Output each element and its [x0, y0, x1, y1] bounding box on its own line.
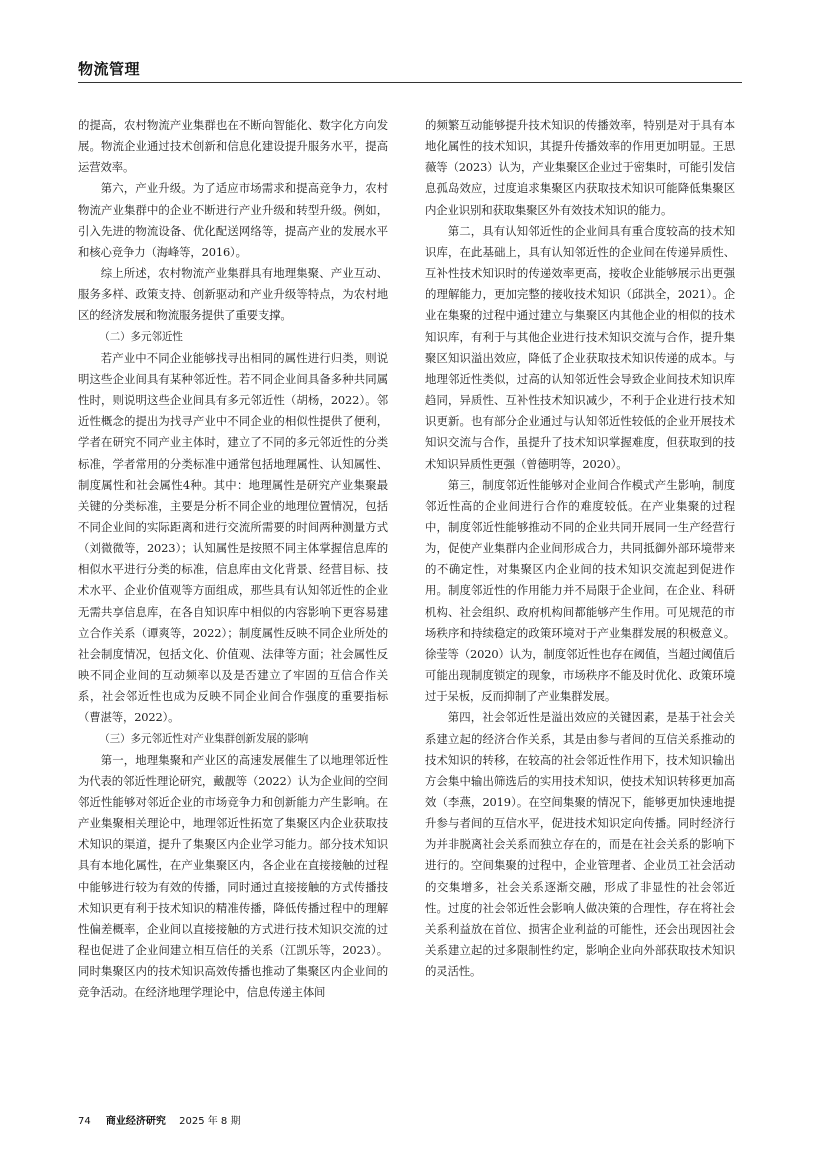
section-title: 物流管理	[78, 60, 141, 78]
section-heading: （三）多元邻近性对产业集群创新发展的影响	[99, 732, 309, 745]
paragraph: 第四，社会邻近性是溢出效应的关键因素，是基于社会关系建立起的经济合作关系，其是由参与者间的互信关系推动的技术知识的转移，在较高的社会邻近性作用下，技术知识输出方会集中输出筛选后的实用技术知识，使技术知识转移更加高效（李燕，2019）。在空间集聚的情况下，能够更加快速地提升参与者间的互信水平，促进技术知识定向传播。同时经济行为并非脱离社会关系而独立存在的，而是在社会关系的影响下进行的。空间集聚的过程中，企业管理者、企业员工社会活动的交集增多，社会关系逐渐交融，形成了非显性的社会邻近性。过度的社会邻近性会影响人做决策的合理性，存在将社会关系利益放在首位、损害企业利益的可能性，还会出现因社会关系建立起的过多限制性约定，影响企业向外部获取技术知识的灵活性。	[425, 710, 735, 979]
right-column	[425, 115, 735, 982]
paragraph: 的频繁互动能够提升技术知识的传播效率，特别是对于具有本地化属性的技术知识，其提升传播效率的作用更加明显。王思薇等（2023）认为，产业集聚区企业过于密集时，可能引发信息孤岛效应，过度追求集聚区内获取技术知识可能降低集聚区内企业识别和获取集聚区外有效技术知识的能力。	[425, 118, 735, 217]
running-header	[78, 58, 742, 83]
paragraph: 若产业中不同企业能够找寻出相同的属性进行归类，则说明这些企业间具有某种邻近性。若不同企业间具备多种共同属性时，则说明这些企业间具有多元邻近性（胡杨，2022）。邻近性概念的提出为找寻产业中不同企业的相似性提供了便利，学者在研究不同产业主体时，建立了不同的多元邻近性的分类标准，学者常用的分类标准中通常包括地理属性、认知属性、制度属性和社会属性4种。其中：地理属性是研究产业集聚最关键的分类标准，主要是分析不同企业的地理位置情况，包括不同企业间的实际距离和进行交流所需要的时间两种测量方式（刘微微等，2023）；认知属性是按照不同主体掌握信息库的相似水平进行分类的标准，信息库由文化背景、经营目标、技术水平、企业价值观等方面组成，那些具有认知邻近性的企业无需共享信息库，在各自知识库中相似的内容影响下更容易建立合作关系（谭爽等，2022）；制度属性反映不同企业所处的社会制度情况，包括文化、价值观、法律等方面；社会属性反映不同企业间的互动频率以及是否建立了牢固的互信合作关系，社会邻近性也成为反映不同企业间合作强度的重要指标（曹湛等，2022）。	[78, 350, 388, 725]
paragraph: 第三，制度邻近性能够对企业间合作模式产生影响，制度邻近性高的企业间进行合作的难度较低。在产业集聚的过程中，制度邻近性能够推动不同的企业共同开展同一生产经营行为，促使产业集群内企业间形成合力，共同抵御外部环境带来的不确定性，对集聚区内企业间的技术知识交流起到促进作用。制度邻近性的作用能力并不局限于企业间，在企业、科研机构、社会组织、政府机构间都能够产生作用。可见规范的市场秩序和持续稳定的政策环境对于产业集群发展的积极意义。徐莹等（2020）认为，制度邻近性也存在阈值，当超过阈值后可能出现制度锁定的现象，市场秩序不能及时优化、政策环境过于呆板，反而抑制了产业集群发展。	[425, 477, 735, 704]
paragraph: 第一，地理集聚和产业区的高速发展催生了以地理邻近性为代表的邻近性理论研究，戴靓等（2022）认为企业间的空间邻近性能够对邻近企业的市场竞争力和创新能力产生影响。在产业集聚相关理论中，地理邻近性拓宽了集聚区内企业获取技术知识的渠道，提升了集聚区内企业学习能力。部分技术知识具有本地化属性，在产业集聚区内，各企业在直接接触的过程中能够进行较为有效的传播，同时通过直接接触的方式传播技术知识更有利于技术知识的精准传播，降低传播过程中的理解性偏差概率，企业间以直接接触的方式进行技术知识交流的过程也促进了企业间建立相互信任的关系（江凯乐等，2023）。同时集聚区内的技术知识高效传播也推动了集聚区内企业间的竞争活动。在经济地理学理论中，信息传递主体间	[78, 752, 388, 1000]
paragraph: 第二，具有认知邻近性的企业间具有重合度较高的技术知识库，在此基础上，具有认知邻近性的企业间在传递异质性、互补性技术知识时的传递效率更高，接收企业能够展示出更强的理解能力，更加完整的接收技术知识（邱洪全，2021）。企业在集聚的过程中通过建立与集聚区内其他企业的相似的技术知识库，有利于与其他企业进行技术知识交流与合作，提升集聚区知识溢出效应，降低了企业获取技术知识传递的成本。与地理邻近性类似，过高的认知邻近性会导致企业间技术知识库趋同，异质性、互补性技术知识减少，不利于企业进行技术知识更新。也有部分企业通过与认知邻近性较低的企业开展技术知识交流与合作，虽提升了技术知识掌握难度，但获取到的技术知识异质性更强（曾德明等，2020）。	[425, 223, 735, 471]
journal-name: 商业经济研究	[105, 1116, 166, 1127]
issue-label: 2025 年 8 期	[179, 1116, 241, 1127]
section-heading: （二）多元邻近性	[99, 330, 183, 343]
paragraph: 第六，产业升级。为了适应市场需求和提高竞争力，农村物流产业集群中的企业不断进行产业升级和转型升级。例如，引入先进的物流设备、优化配送网络等，提高产业的发展水平和核心竞争力（海峰等，2016）。	[78, 181, 388, 259]
left-column	[78, 115, 388, 1004]
paragraph: 的提高，农村物流产业集群也在不断向智能化、数字化方向发展。物流企业通过技术创新和信息化建设提升服务水平，提高运营效率。	[78, 118, 388, 175]
page-footer	[78, 1112, 240, 1127]
paragraph: 综上所述，农村物流产业集群具有地理集聚、产业互动、服务多样、政策支持、创新驱动和产业升级等特点，为农村地区的经济发展和物流服务提供了重要支撑。	[78, 266, 388, 323]
page-number: 74	[78, 1116, 91, 1127]
